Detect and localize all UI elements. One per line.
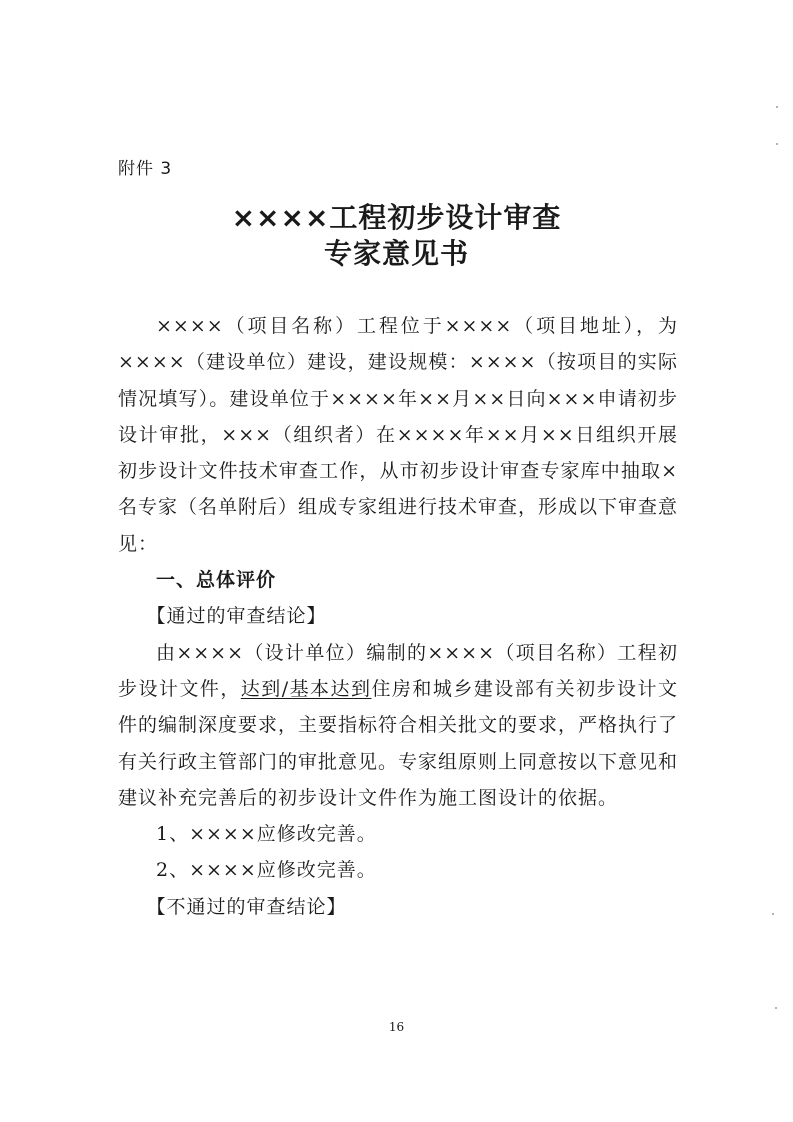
title-line-2: 专家意见书	[323, 237, 469, 270]
scan-speck	[775, 1007, 777, 1009]
pass-conclusion-label: 【通过的审查结论】	[146, 605, 327, 628]
list-item: 1、××××应修改完善。	[156, 823, 377, 846]
list-item: 2、××××应修改完善。	[156, 859, 377, 882]
page-number: 16	[388, 1020, 405, 1034]
fail-conclusion-label: 【不通过的审查结论】	[146, 895, 347, 918]
section-heading: 一、总体评价	[156, 569, 277, 592]
pass-paragraph	[118, 635, 678, 816]
document-body	[118, 308, 678, 925]
scan-speck	[776, 143, 778, 145]
title-line-1: ××××工程初步设计审查	[231, 201, 562, 234]
intro-paragraph: ××××（项目名称）工程位于××××（项目地址），为××××（建设单位）建设，建设规模：××××（按项目的实际情况填写）。建设单位于××××年××月××日向×××申请初步设计审批，×××（组织者）在××××年××月××日组织开展初步设计文件技术审查工作，从市初步设计审查专家库中抽取×名专家（名单附后）组成专家组进行技术审查，形成以下审查意见：	[118, 315, 679, 555]
annex-label: 附件 3	[118, 159, 173, 179]
scan-speck	[772, 913, 774, 915]
pass-paragraph-before: 由××××（设计单位）编制的××××（项目名称）工程初步设计文件，	[118, 641, 678, 700]
scan-speck	[776, 106, 778, 108]
pass-paragraph-after: 住房和城乡建设部有关初步设计文件的编制深度要求，主要指标符合相关批文的要求，严格执行了有关行政主管部门的审批意见。专家组原则上同意按以下意见和建议补充完善后的初步设计文件作为施工图设计的依据。	[118, 677, 679, 809]
pass-paragraph-underlined: 达到/基本达到	[240, 677, 372, 700]
